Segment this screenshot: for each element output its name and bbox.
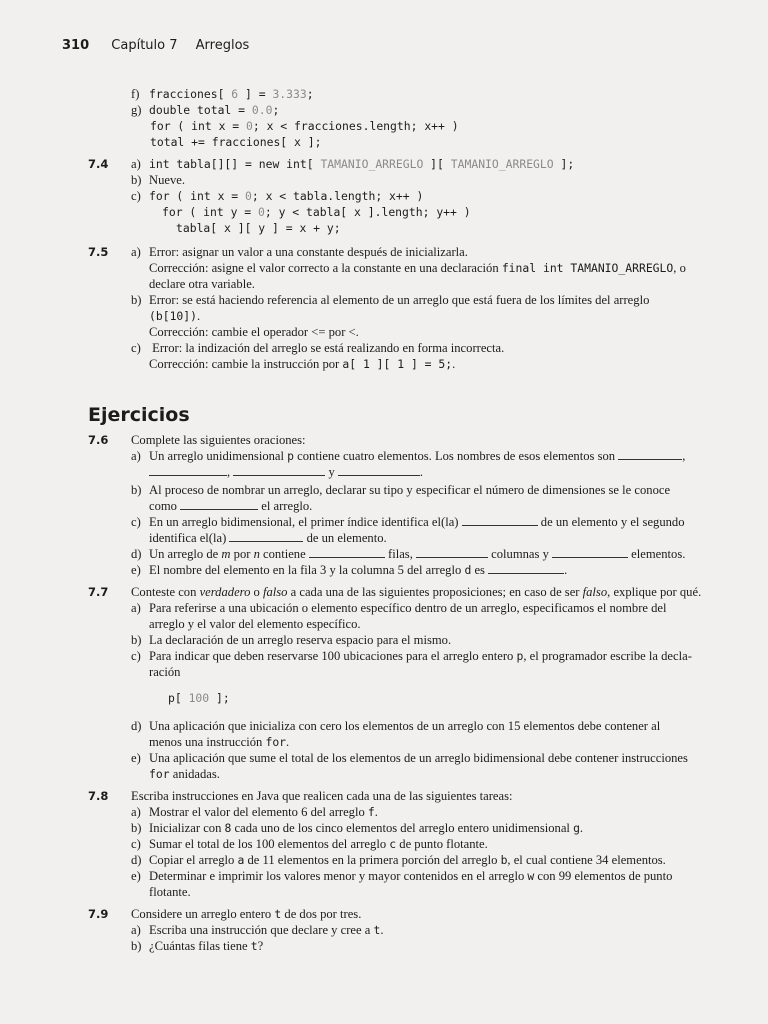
answer-number-7-5: 7.5 — [88, 245, 109, 259]
answer-7-4-b: b) Nueve. — [131, 173, 186, 187]
exercise-7-6-c2: identifica el(la) de un elemento. — [149, 531, 387, 545]
exercise-number-7-9: 7.9 — [88, 907, 109, 921]
exercise-7-7-b: b) La declaración de un arreglo reserva espacio para el mismo. — [131, 633, 452, 647]
answer-7-5-a2: Corrección: asigne el valor correcto a la constante en una declaración final int TAMANIO_ARREGLO, o — [149, 261, 686, 275]
answer-7-5-b3: Corrección: cambie el operador <= por <. — [149, 325, 359, 339]
exercise-7-6-b2: como el arreglo. — [149, 499, 313, 513]
exercise-7-7-d: d) Una aplicación que inicializa con cero los elementos de un arreglo con 15 elementos debe contener al — [131, 719, 661, 733]
answer-line-g: g) double total = 0.0; — [131, 103, 280, 117]
answer-line-f: f) fracciones[ 6 ] = 3.333; — [131, 87, 314, 101]
exercise-7-7-a2: arreglo y el valor del elemento específico. — [149, 617, 361, 631]
exercise-7-8-intro: Escriba instrucciones en Java que realicen cada una de las siguientes tareas: — [131, 789, 513, 803]
exercise-7-8-c: c) Sumar el total de los 100 elementos del arreglo c de punto flotante. — [131, 837, 488, 851]
chapter-title: Arreglos — [195, 38, 250, 53]
page-header — [62, 38, 249, 53]
exercise-7-8-a: a) Mostrar el valor del elemento 6 del arreglo f. — [131, 805, 378, 819]
exercise-7-9-intro: Considere un arreglo entero t de dos por tres. — [131, 907, 362, 921]
answer-7-5-c2: Corrección: cambie la instrucción por a[ 1 ][ 1 ] = 5;. — [149, 357, 456, 371]
exercise-7-8-b: b) Inicializar con 8 cada uno de los cinco elementos del arreglo entero unidimensional g. — [131, 821, 584, 835]
exercise-7-8-e: e) Determinar e imprimir los valores menor y mayor contenidos en el arreglo w con 99 elementos de punto — [131, 869, 673, 883]
exercise-7-6-intro: Complete las siguientes oraciones: — [131, 433, 306, 447]
exercise-7-6-e: e) El nombre del elemento en la fila 3 y la columna 5 del arreglo d es . — [131, 563, 568, 577]
exercise-7-7-intro: Conteste con verdadero o falso a cada una de las siguientes proposiciones; en caso de ser falso, explique por qué. — [131, 585, 702, 599]
answer-number-7-4: 7.4 — [88, 157, 109, 171]
answer-7-5-c: c) Error: la indización del arreglo se está realizando en forma incorrecta. — [131, 341, 505, 355]
exercise-7-8-e2: flotante. — [149, 885, 191, 899]
exercise-number-7-6: 7.6 — [88, 433, 109, 447]
exercise-7-6-b: b) Al proceso de nombrar un arreglo, declarar su tipo y especificar el número de dimensiones se le conoce — [131, 483, 671, 497]
answer-7-5-a3: declare otra variable. — [149, 277, 255, 291]
exercise-7-7-c: c) Para indicar que deben reservarse 100 ubicaciones para el arreglo entero p, el programador escribe la decla- — [131, 649, 692, 663]
chapter-label: Capítulo 7 — [111, 38, 178, 53]
answer-line-g2: for ( int x = 0; x < fracciones.length; x++ ) — [150, 119, 459, 133]
answer-7-5-b2: (b[10]). — [149, 309, 201, 323]
exercise-7-8-d: d) Copiar el arreglo a de 11 elementos en la primera porción del arreglo b, el cual contiene 34 elementos. — [131, 853, 666, 867]
answer-7-5-b: b) Error: se está haciendo referencia al elemento de un arreglo que está fuera de los límites del arreglo — [131, 293, 650, 307]
exercise-number-7-8: 7.8 — [88, 789, 109, 803]
exercise-7-6-d: d) Un arreglo de m por n contiene filas, columnas y elementos. — [131, 547, 686, 561]
exercise-7-7-d2: menos una instrucción for. — [149, 735, 290, 749]
exercise-7-6-c: c) En un arreglo bidimensional, el primer índice identifica el(la) de un elemento y el segundo — [131, 515, 685, 529]
exercise-7-7-c2: ración — [149, 665, 181, 679]
answer-7-4-c: c) for ( int x = 0; x < tabla.length; x++ ) — [131, 189, 424, 203]
page-number: 310 — [62, 38, 90, 53]
exercise-7-9-a: a) Escriba una instrucción que declare y cree a t. — [131, 923, 384, 937]
answer-7-5-a: a) Error: asignar un valor a una constante después de inicializarla. — [131, 245, 468, 259]
exercise-number-7-7: 7.7 — [88, 585, 109, 599]
exercise-7-9-b: b) ¿Cuántas filas tiene t? — [131, 939, 264, 953]
answer-7-4-a: a) int tabla[][] = new int[ TAMANIO_ARREGLO ][ TAMANIO_ARREGLO ]; — [131, 157, 575, 171]
exercise-7-7-e2: for anidadas. — [149, 767, 220, 781]
exercise-7-6-a2: , y . — [149, 464, 423, 480]
exercise-7-7-e: e) Una aplicación que sume el total de los elementos de un arreglo bidimensional debe contener instrucciones — [131, 751, 688, 765]
section-title: Ejercicios — [88, 404, 190, 426]
answer-7-4-c2: for ( int y = 0; y < tabla[ x ].length; y++ ) — [162, 205, 471, 219]
answer-line-g3: total += fracciones[ x ]; — [150, 135, 322, 149]
exercise-7-6-a: a) Un arreglo unidimensional p contiene cuatro elementos. Los nombres de esos elementos son , — [131, 449, 686, 463]
exercise-7-7-a: a) Para referirse a una ubicación o elemento específico dentro de un arreglo, especificamos el nombre del — [131, 601, 667, 615]
answer-7-4-c3: tabla[ x ][ y ] = x + y; — [176, 221, 341, 235]
exercise-7-7-code: p[ 100 ]; — [168, 691, 230, 705]
